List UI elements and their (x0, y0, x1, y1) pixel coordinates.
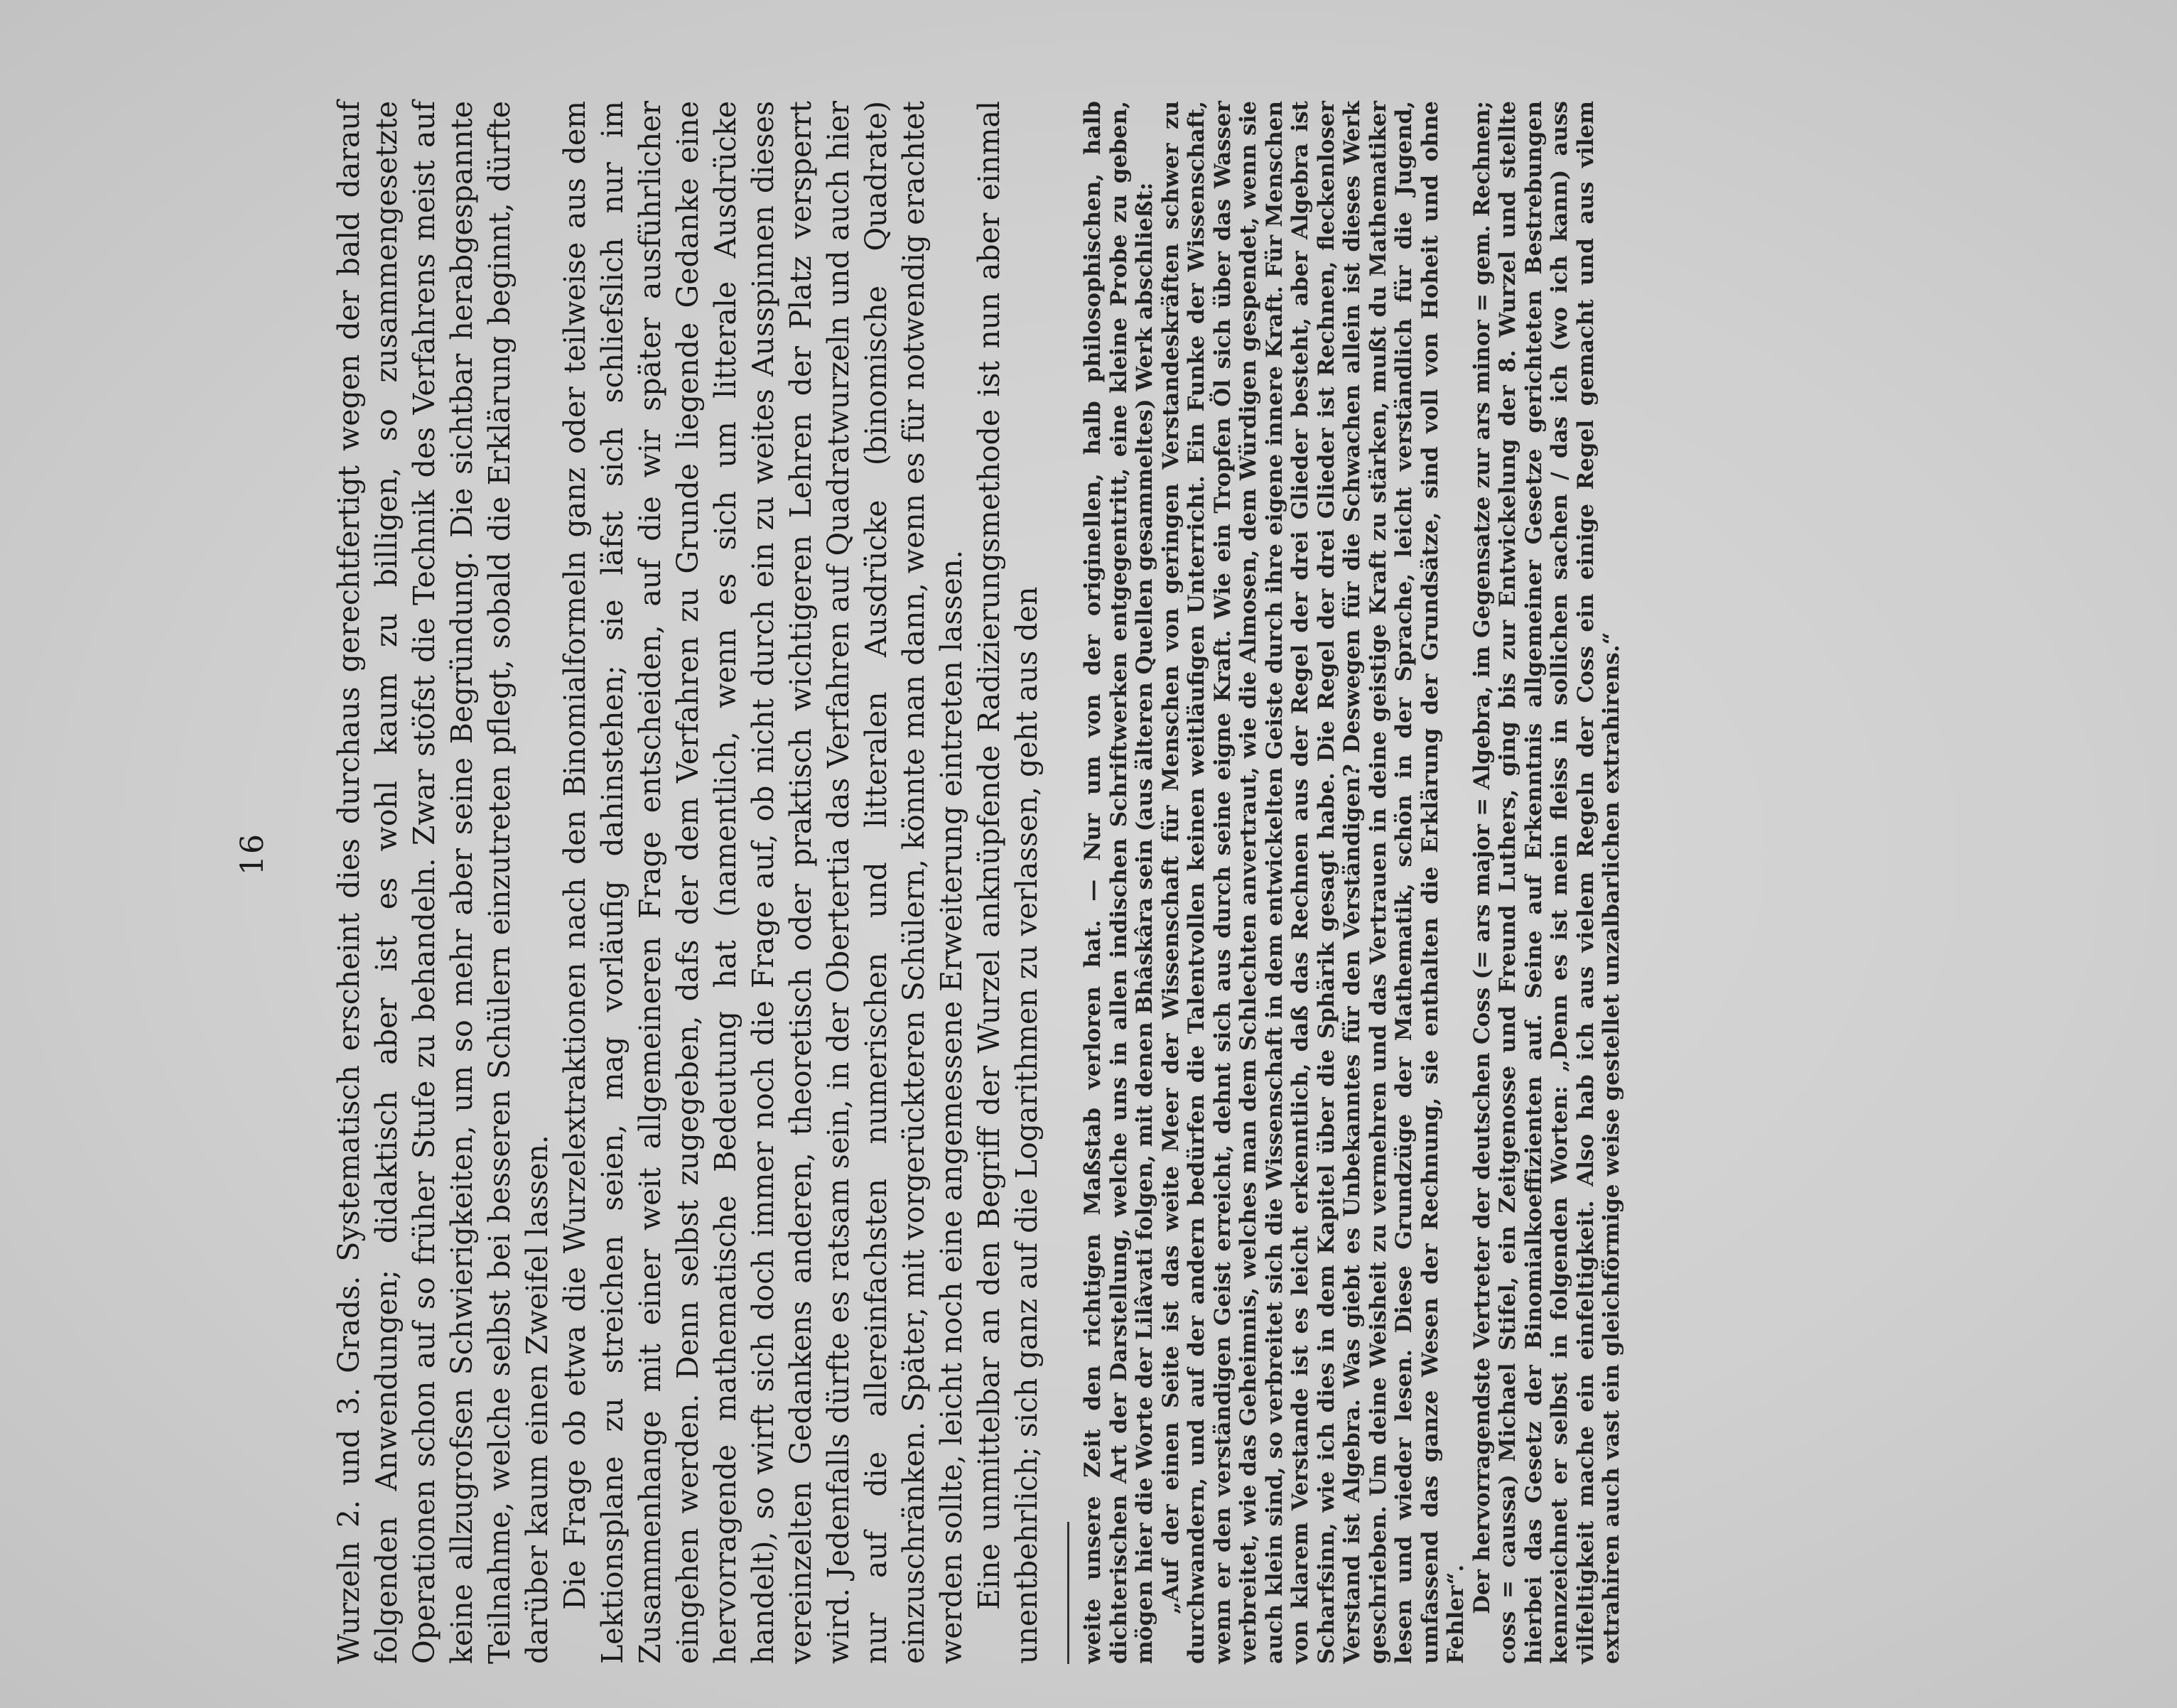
page-number: 16 (234, 833, 271, 875)
main-paragraph: Die Frage ob etwa die Wurzelextraktionen nach den Binomialformeln ganz oder teilweise aus dem Lektionsplane zu streichen seien, mag vorläufig dahinstehen; sie läfst sich schliefslich nur im Zusammenhange mit einer weit allgemeineren Frage entscheiden, auf die wir später ausführlicher eingehen werden. Denn selbst zugegeben, dafs der dem Verfahren zu Grunde liegende Gedanke eine hervorragende mathematische Bedeutung hat (namentlich, wenn es sich um litterale Ausdrücke handelt), so wirft sich doch immer noch die Frage auf, ob nicht durch ein zu weites Ausspinnen dieses vereinzelten Gedankens anderen, theoretisch oder praktisch wichtigeren Lehren der Platz versperrt wird. Jedenfalls dürfte es ratsam sein, in der Obertertia das Verfahren auf Quadratwurzeln und auch hier nur auf die allereinfachsten numerischen und litteralen Ausdrücke (binomische Quadrate) einzuschränken. Später, mit vorgerückteren Schülern, könnte man dann, wenn es für notwendig erachtet werden sollte, leicht noch eine angemessene Erweiterung eintreten lassen. (558, 101, 968, 1664)
rotated-page (234, 44, 2082, 1664)
footnotes (1080, 101, 1625, 1664)
main-paragraph: Wurzeln 2. und 3. Grads. Systematisch erscheint dies durchaus gerechtfertigt wegen der bald darauf folgenden Anwendungen; didaktisch aber ist es wohl kaum zu billigen, so zusammengesetzte Operationen schon auf so früher Stufe zu behandeln. Zwar stöfst die Technik des Verfahrens meist auf keine allzugrofsen Schwierigkeiten, um so mehr aber seine Begründung. Die sichtbar herabgespannte Teilnahme, welche selbst bei besseren Schülern einzutreten pflegt, sobald die Erklärung beginnt, dürfte darüber kaum einen Zweifel lassen. (332, 101, 554, 1664)
footnote-paragraph: Der hervorragendste Vertreter der deutschen Coss (= ars major = Algebra, im Gegensatze zur ars minor = gem. Rechnen; coss = caussa) Michael Stifel, ein Zeitgenosse und Freund Luthers, ging bis zur Entwickelung der 8. Wurzel und stellte hierbei das Gesetz der Binomialkoeffizienten auf. Seine auf Erkenntnis allgemeiner Gesetze gerichteten Bestrebungen kennzeichnet er selbst in folgenden Worten: „Denn es ist mein fleiss in sollichen sachen / das ich (wo ich kann) auss vilfeltigkeit mache ein einfeltigkeit. Also hab ich aus vielem Regeln der Coss ein einige Regel gemacht und aus vilem extrahiren auch vast ein gleichförmige weise gestellet unzalbarlichen extrahirens.“ (1469, 101, 1624, 1664)
main-paragraph: Eine unmittelbar an den Begriff der Wurzel anknüpfende Radizierungsmethode ist nun aber einmal unentbehrlich; sich ganz auf die Logarithmen zu verlassen, geht aus den (972, 101, 1044, 1664)
footnote-rule (1067, 1522, 1069, 1664)
footnote-quote: „Auf der einen Seite ist das weite Meer der Wissenschaft für Menschen von geringen Verstandeskräften schwer zu durchwandern, und auf der andern bedürfen die Talentvollen keinen weitläufigen Unterricht. Ein Funke der Wissenschaft, wenn er den verständigen Geist erreicht, dehnt sich aus durch seine eigne Kraft. Wie ein Tropfen Öl sich über das Wasser verbreitet, wie das Geheimnis, welches man dem Schlechten anvertraut, wie die Almosen, dem Würdigen gespendet, wenn sie auch klein sind, so verbreitet sich die Wissenschaft in dem entwickelten Geiste durch ihre eigene innere Kraft. Für Menschen von klarem Verstande ist es leicht erkenntlich, daß das Rechnen aus der Regel der drei Glieder besteht, aber Algebra ist Scharfsinn, wie ich dies in dem Kapitel über die Sphärik gesagt habe. Die Regel der drei Glieder ist Rechnen, fleckenloser Verstand ist Algebra. Was giebt es Unbekanntes für den Verständigen? Deswegen für die Schwachen allein ist dieses Werk geschrieben. Um deine Weisheit zu vermehren und das Vertrauen in deine geistige Kraft zu stärken, mußt du Mathematiker lesen und wieder lesen. Diese Grundzüge der Mathematik, schön in der Sprache, leicht verständlich für die Jugend, umfassend das ganze Wesen der Rechnung, sie enthalten die Erklärung der Grundsätze, sind voll von Hoheit und ohne Fehler“. (1157, 101, 1469, 1664)
footnote-paragraph: weite unsere Zeit den richtigen Maßstab verloren hat. — Nur um von der originellen, halb philosophischen, halb dichterischen Art der Darstellung, welche uns in allen indischen Schriftwerken entgegentritt, eine kleine Probe zu geben, mögen hier die Worte der Lilâvati folgen, mit denen Bhâskâra sein (aus älteren Quellen gesammeltes) Werk abschließt: (1080, 101, 1157, 1664)
main-text (330, 101, 1046, 1664)
